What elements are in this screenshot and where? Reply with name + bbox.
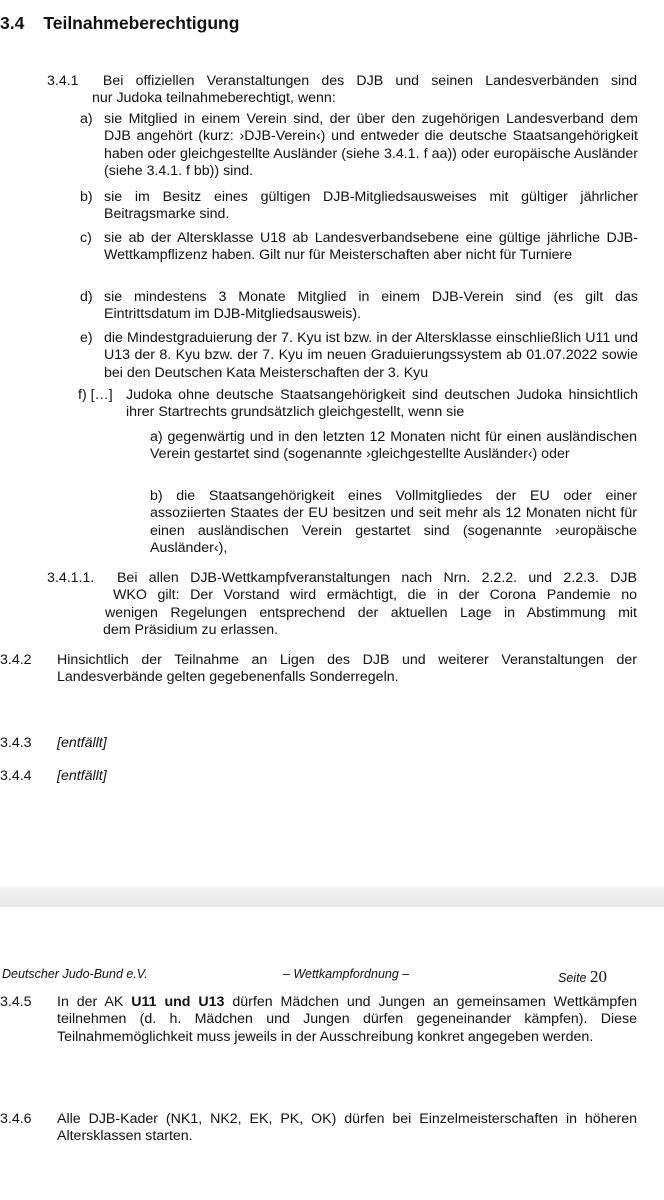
clause-number: 3.4.3 xyxy=(0,735,32,751)
clause-text: Alle DJB-Kader (NK1, NK2, EK, PK, OK) dürfen bei Einzelmeisterschaften in höheren Altersklassen starten. xyxy=(57,1111,637,1145)
list-item: b) sie im Besitz eines gültigen DJB-Mitgliedsausweises mit gültiger jährlicher Beitragsmarke sind. xyxy=(80,189,638,223)
clause-intro: Bei offiziellen Veranstaltungen des DJB und seinen Landesverbänden sind xyxy=(102,73,637,89)
clause-3-4-3 xyxy=(0,735,637,752)
list-item: f) […] Judoka ohne deutsche Staatsangehörigkeit sind deutschen Judoka hinsichtlich ihrer Startrechts grundsätzlich gleichgestellt, wenn sie xyxy=(78,387,638,421)
section-title: Teilnahmeberechtigung xyxy=(43,13,240,33)
sub-list-item: a) gegenwärtig und in den letzten 12 Monaten nicht für einen ausländischen Verein gestartet sind (sogenannte ›gleichgestellte Ausländer‹) oder xyxy=(150,429,637,463)
list-item: d) sie mindestens 3 Monate Mitglied in einem DJB-Verein sind (es gilt das Eintrittsdatum im DJB-Mitgliedsausweis). xyxy=(80,289,638,323)
footer-left: Deutscher Judo-Bund e.V. xyxy=(2,967,148,981)
page-footer xyxy=(0,964,664,984)
clause-number: 3.4.1 xyxy=(47,73,79,89)
clause-text: [entfällt] xyxy=(57,768,107,784)
clause-number: 3.4.5 xyxy=(0,994,32,1010)
sub-list-item: b) die Staatsangehörigkeit eines Vollmitgliedes der EU oder einer assoziierten Staates der EU besitzen und seit mehr als 12 Monaten nicht für einen ausländischen Verein gestartet sind (sogenannte ›europäische Ausländer‹), xyxy=(150,488,637,557)
clause-3-4-6 xyxy=(0,1111,637,1146)
clause-3-4-2 xyxy=(0,652,637,687)
clause-3-4-4 xyxy=(0,768,637,785)
clause-text: Hinsichtlich der Teilnahme an Ligen des DJB und weiterer Veranstaltungen der Landesverbände gelten gegebenenfalls Sonderregeln. xyxy=(57,652,637,686)
clause-text: [entfällt] xyxy=(57,735,107,751)
page-break xyxy=(0,887,664,907)
clause-number: 3.4.2 xyxy=(0,652,32,668)
list-item: c) sie ab der Altersklasse U18 ab Landesverbandsebene eine gültige jährliche DJB-Wettkampflizenz haben. Gilt nur für Meisterschaften aber nicht für Turniere xyxy=(80,230,638,264)
clause-number: 3.4.1.1. xyxy=(47,570,95,586)
clause-3-4-5 xyxy=(0,994,637,1046)
clause-number: 3.4.4 xyxy=(0,768,32,784)
clause-intro-cont: nur Judoka teilnahmeberechtigt, wenn: xyxy=(92,90,336,107)
footer-page: Seite 20 xyxy=(558,967,607,986)
clause-text: In der AK U11 und U13 dürfen Mädchen und Jungen an gemeinsamen Wettkämpfen teilnehmen (d. h. Mädchen und Jungen dürfen gegeneinander kämpfen). Diese Teilnahmemöglichkeit muss jeweils in der Ausschreibung konkret angegeben werden. xyxy=(57,994,638,1045)
footer-center: – Wettkampfordnung – xyxy=(283,967,410,981)
section-number: 3.4 xyxy=(0,13,25,33)
list-item: a) sie Mitglied in einem Verein sind, der über den zugehörigen Landesverband dem DJB angehört (kurz: ›DJB-Verein‹) und entweder die deutsche Staatsangehörigkeit haben oder gleichgestellte Ausländer (siehe 3.4.1. f aa)) oder europäische Ausländer (siehe 3.4.1. f bb)) sind. xyxy=(80,111,638,180)
section-heading xyxy=(0,13,239,33)
clause-3-4-1 xyxy=(47,73,637,108)
page-number: 20 xyxy=(589,967,607,986)
list-item: e) die Mindestgraduierung der 7. Kyu ist bzw. in der Altersklasse einschließlich U11 und U13 der 8. Kyu bzw. der 7. Kyu im neuen Graduierungssystem ab 01.07.2022 sowie bei den Deutschen Kata Meisterschaften der 3. Kyu xyxy=(80,330,638,381)
clause-number: 3.4.6 xyxy=(0,1111,32,1127)
age-group-bold: U11 und U13 xyxy=(131,994,225,1010)
clause-3-4-1-1: 3.4.1.1. Bei allen DJB-Wettkampfveranstaltungen nach Nrn. 2.2.2. und 2.2.3. DJB WKO gilt: Der Vorstand wird ermächtigt, die in der Corona Pandemie no wenigen Regelungen entsprechend der aktuellen Lage in Abstimmung mit dem Präsidium zu erlassen. xyxy=(47,570,637,639)
